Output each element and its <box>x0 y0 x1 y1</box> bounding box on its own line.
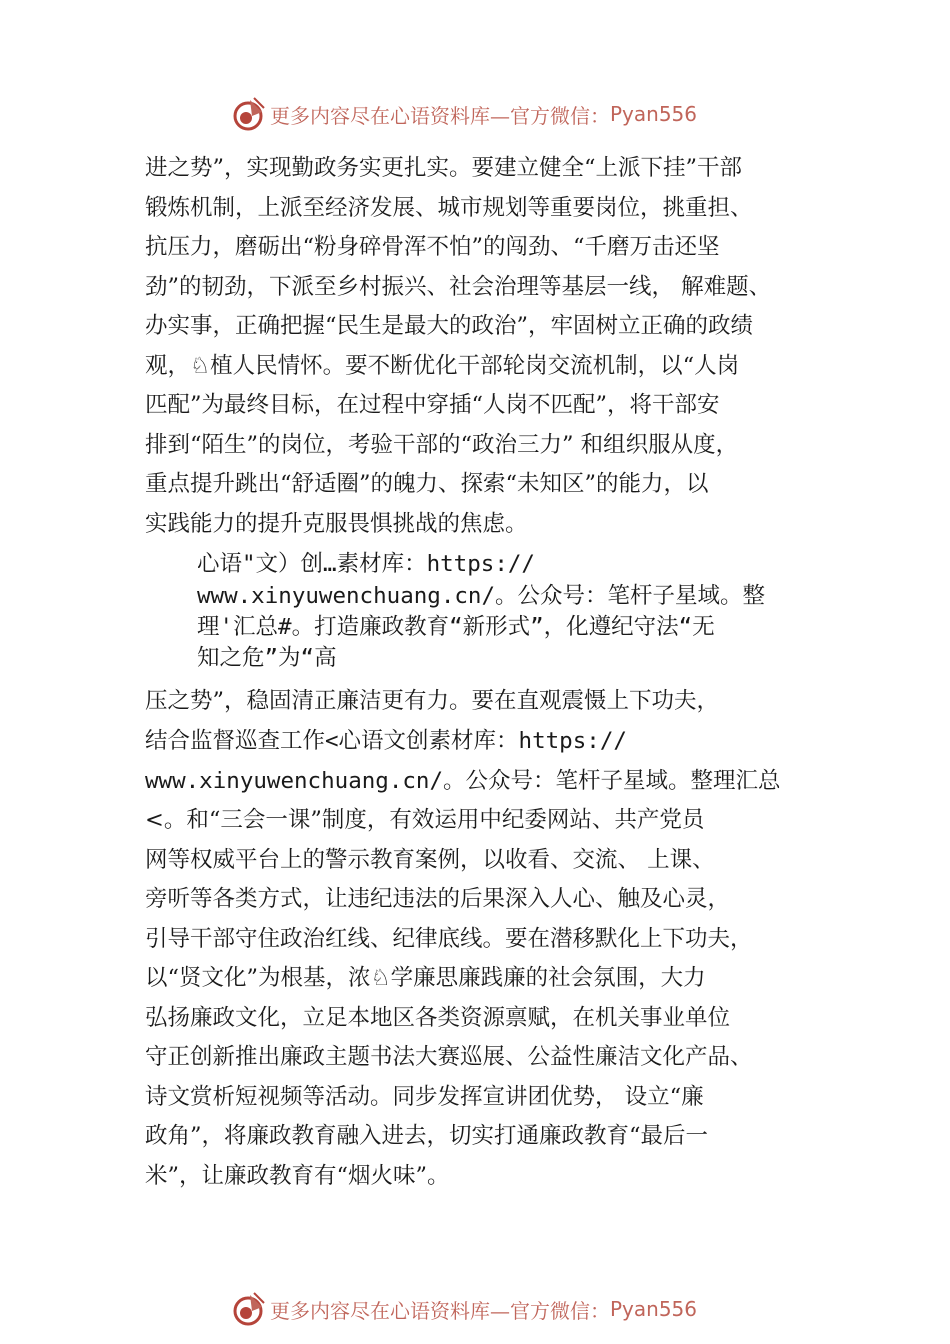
text-line: 知之危”为“高 <box>197 645 337 671</box>
text-line: 进之势”，实现勤政务实更扎实。要建立健全“上派下挂”干部 <box>145 155 743 181</box>
pen-logo-icon <box>230 1291 266 1327</box>
text-line: 以“贤文化”为根基，浓♘学廉思廉践廉的社会氛围，大力 <box>145 965 706 991</box>
text-line: 弘扬廉政文化，立足本地区各类资源禀赋，在机关事业单位 <box>145 1005 731 1031</box>
text-line: 理'汇总#。打造廉政教育“新形式”，化遵纪守法“无 <box>197 614 715 640</box>
pen-logo-icon <box>230 96 266 132</box>
text-line: 心语"文）创…素材库：https:// <box>197 551 535 577</box>
text-line: 匹配”为最终目标，在过程中穿插“人岗不匹配”，将干部安 <box>145 392 720 418</box>
text-line: www.xinyuwenchuang.cn/。公众号：笔杆子星域。整 <box>197 583 766 609</box>
text-line: 压之势”，稳固清正廉洁更有力。要在直观震慑上下功夫， <box>145 688 720 714</box>
text-line: 旁听等各类方式，让违纪违法的后果深入人心、触及心灵， <box>145 886 731 912</box>
text-line: 守正创新推出廉政主题书法大赛巡展、公益性廉洁文化产品、 <box>145 1044 753 1070</box>
text-line: 劲”的韧劲，下派至乡村振兴、社会治理等基层一线， 解难题、 <box>145 274 772 300</box>
text-line: www.xinyuwenchuang.cn/。公众号：笔杆子星域。整理汇总 <box>145 768 781 794</box>
text-line: 排到“陌生”的岗位，考验干部的“政治三力” 和组织服从度， <box>145 432 739 458</box>
text-line: <。和“三会一课”制度，有效运用中纪委网站、共产党员 <box>145 807 705 833</box>
text-line: 实践能力的提升克服畏惧挑战的焦虑。 <box>145 511 528 537</box>
text-line: 抗压力，磨砺出“粉身碎骨浑不怕”的闯劲、“千磨万击还坚 <box>145 234 720 260</box>
header-banner <box>230 94 750 134</box>
text-line: 锻炼机制，上派至经济发展、城市规划等重要岗位，挑重担、 <box>145 195 753 221</box>
footer-banner-text: 更多内容尽在心语资料库—官方微信： <box>270 1298 610 1323</box>
text-line: 米”，让廉政教育有“烟火味”。 <box>145 1163 450 1189</box>
text-line: 观，♘植人民情怀。要不断优化干部轮岗交流机制，以“人岗 <box>145 353 740 379</box>
header-banner-id: Pyan556 <box>610 102 698 126</box>
text-line: 结合监督巡查工作<心语文创素材库：https:// <box>145 728 627 754</box>
footer-banner <box>230 1289 750 1329</box>
text-line: 诗文赏析短视频等活动。同步发挥宣讲团优势， 设立“廉 <box>145 1084 704 1110</box>
text-line: 网等权威平台上的警示教育案例，以收看、交流、 上课、 <box>145 847 715 873</box>
text-line: 引导干部守住政治红线、纪律底线。要在潜移默化上下功夫， <box>145 926 753 952</box>
text-line: 政角”，将廉政教育融入进去，切实打通廉政教育“最后一 <box>145 1123 709 1149</box>
text-line: 重点提升跳出“舒适圈”的魄力、探索“未知区”的能力，以 <box>145 471 709 497</box>
text-line: 办实事，正确把握“民生是最大的政治”，牢固树立正确的政绩 <box>145 313 754 339</box>
header-banner-text: 更多内容尽在心语资料库—官方微信： <box>270 103 610 128</box>
footer-banner-id: Pyan556 <box>610 1297 698 1321</box>
